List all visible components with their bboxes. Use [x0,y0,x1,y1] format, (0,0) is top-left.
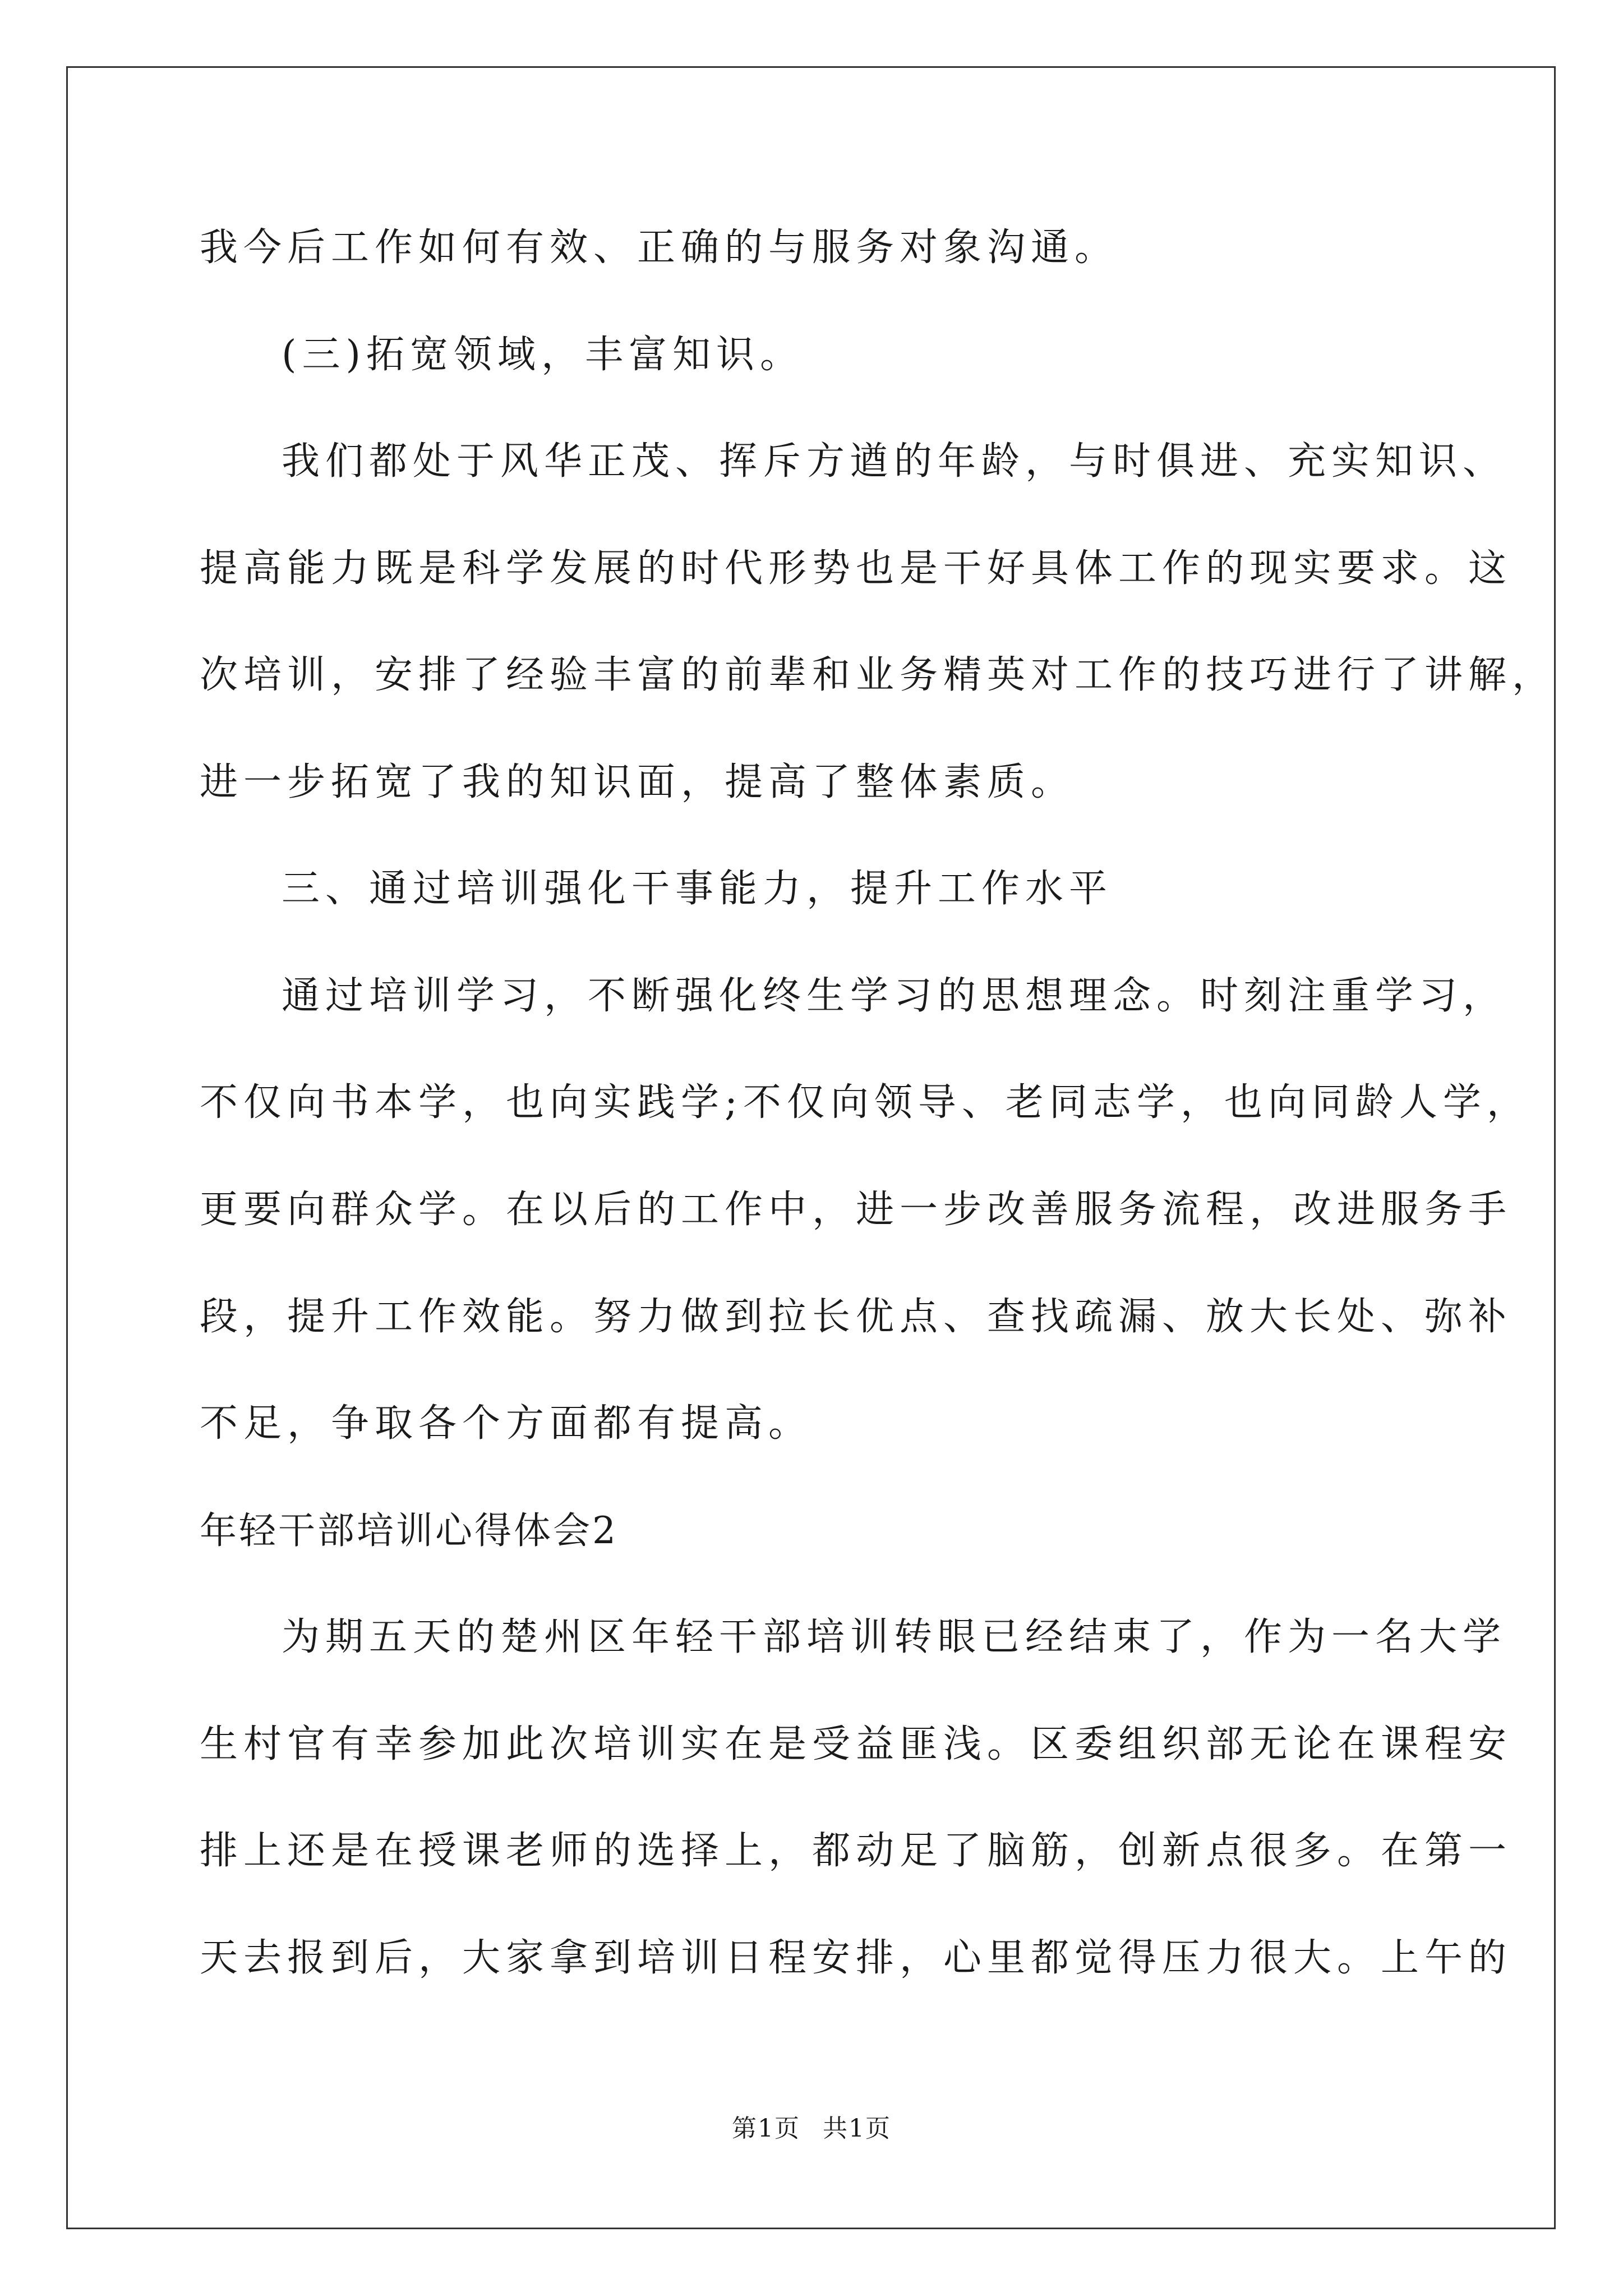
page-footer [0,2115,1623,2143]
text-line: 次培训，安排了经验丰富的前辈和业务精英对工作的技巧进行了讲解， [200,653,1556,697]
text-line: 为期五天的楚州区年轻干部培训转眼已经结束了，作为一名大学 [282,1615,1507,1659]
page-total: 共1页 [823,2114,891,2143]
section-heading: (三)拓宽领域，丰富知识。 [282,333,804,377]
text-line: 不仅向书本学，也向实践学;不仅向领导、老同志学，也向同龄人学， [200,1080,1530,1125]
text-line: 更要向群众学。在以后的工作中，进一步改善服务流程，改进服务手 [200,1188,1513,1232]
text-line: 排上还是在授课老师的选择上，都动足了脑筋，创新点很多。在第一 [200,1829,1513,1873]
page-border [66,66,1556,2229]
page-number: 第1页 [732,2114,800,2143]
text-line: 进一步拓宽了我的知识面，提高了整体素质。 [200,760,1075,804]
text-line: 生村官有幸参加此次培训实在是受益匪浅。区委组织部无论在课程安 [200,1722,1513,1766]
document-title: 年轻干部培训心得体会2 [200,1509,618,1552]
text-line: 天去报到后，大家拿到培训日程安排，心里都觉得压力很大。上午的 [200,1936,1513,1980]
text-line: 段，提升工作效能。努力做到拉长优点、查找疏漏、放大长处、弥补 [200,1295,1513,1339]
text-line: 通过培训学习，不断强化终生学习的思想理念。时刻注重学习， [282,974,1507,1018]
text-line: 不足，争取各个方面都有提高。 [200,1401,813,1446]
section-heading: 三、通过培训强化干事能力，提升工作水平 [282,867,1113,911]
text-line: 提高能力既是科学发展的时代形势也是干好具体工作的现实要求。这 [200,546,1513,591]
text-line: 我今后工作如何有效、正确的与服务对象沟通。 [200,226,1119,270]
text-line: 我们都处于风华正茂、挥斥方遒的年龄，与时俱进、充实知识、 [282,439,1507,484]
